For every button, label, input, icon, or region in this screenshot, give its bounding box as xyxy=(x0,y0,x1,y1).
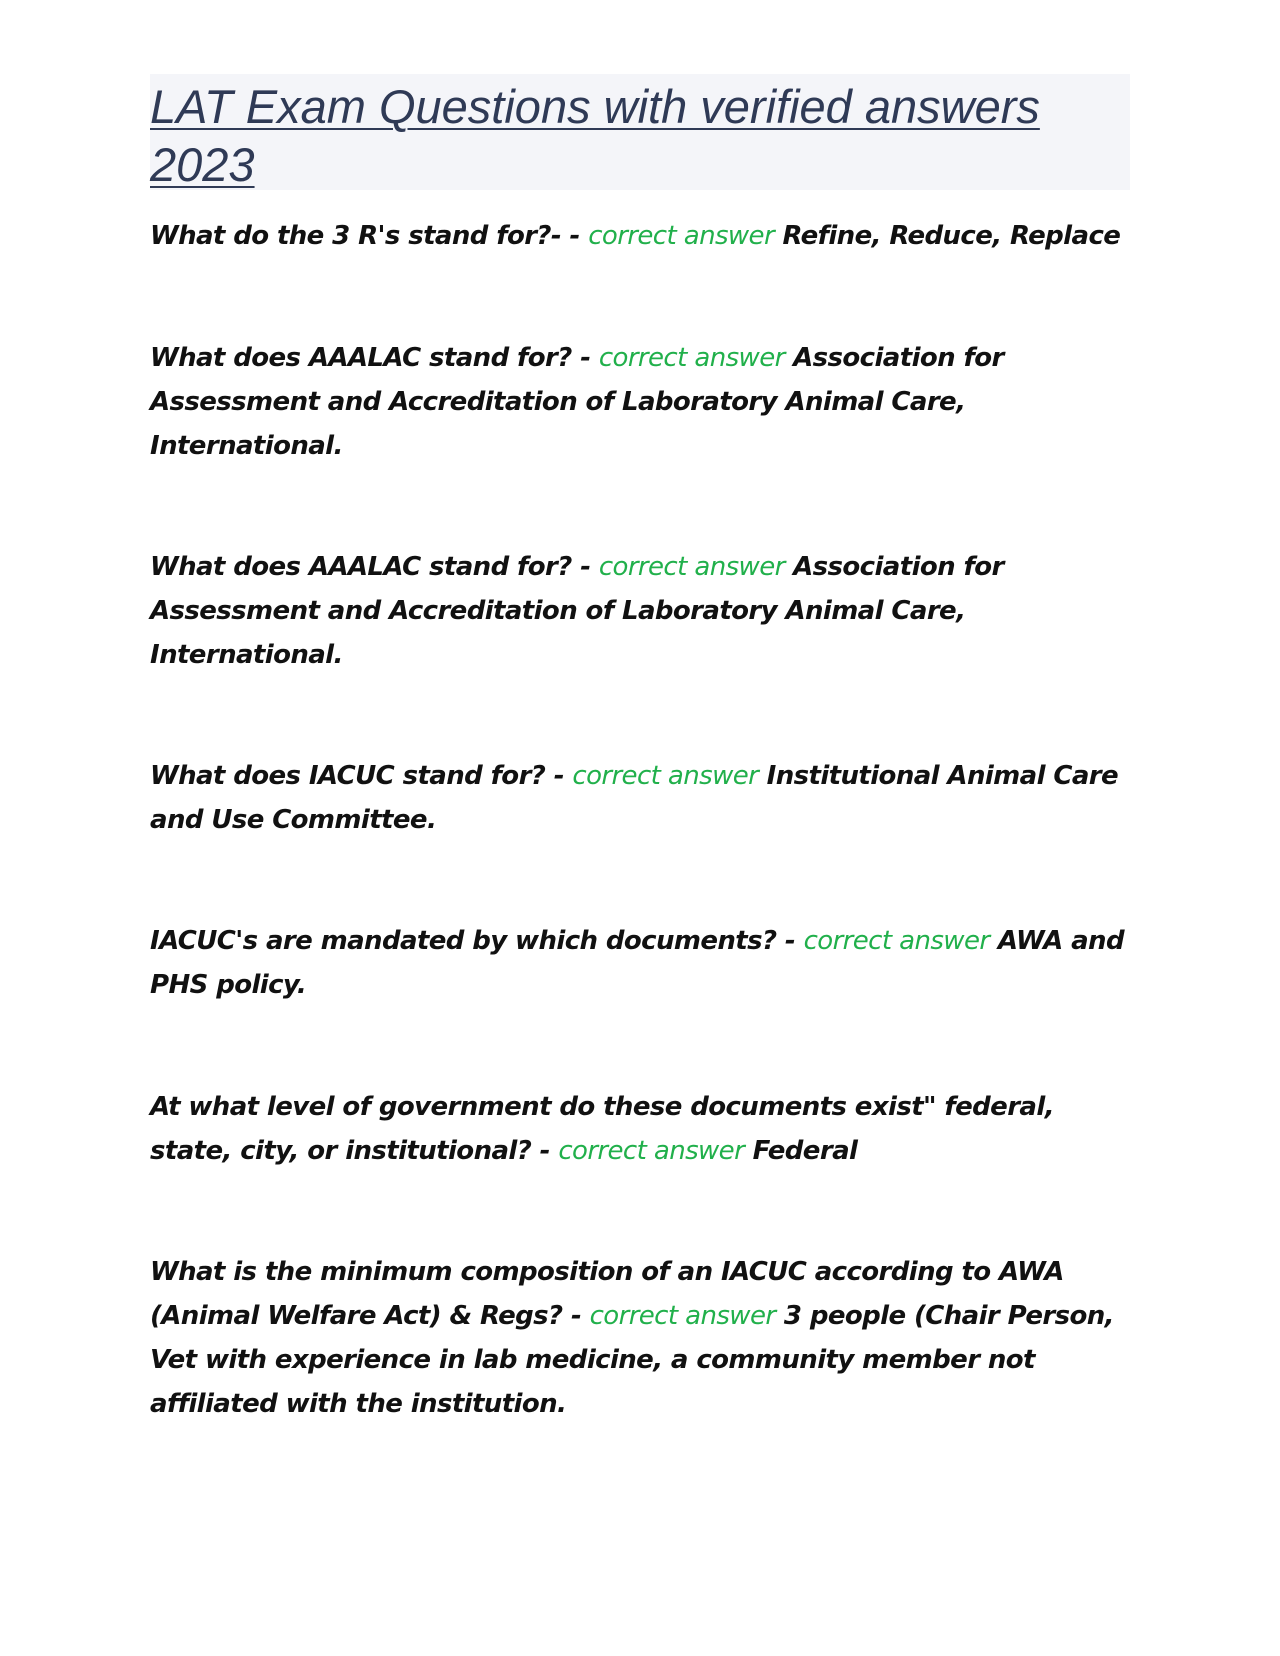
answer-label: correct answer xyxy=(598,343,785,373)
answer-label: correct answer xyxy=(598,552,785,582)
answer-text: AWA and PHS policy. xyxy=(150,926,1124,1000)
question-text: What does AAALAC stand for? - xyxy=(150,343,591,373)
answer-label: correct answer xyxy=(803,926,990,956)
question-text: At what level of government do these documents exist" federal, state, city, or institutional? - xyxy=(150,1092,1054,1166)
answer-label: correct answer xyxy=(589,1301,776,1331)
answer-label: correct answer xyxy=(588,221,775,251)
answer-text: 3 people (Chair Person, Vet with experience in lab medicine, a community member not affiliated with the institution. xyxy=(150,1301,1114,1419)
qa-item xyxy=(150,754,1140,842)
qa-item xyxy=(150,336,1140,468)
answer-text: Institutional Animal Care and Use Committee. xyxy=(150,761,1119,835)
question-text: What does IACUC stand for? - xyxy=(150,761,564,791)
question-text: What do the 3 R's stand for?- - xyxy=(150,221,580,251)
question-text: What is the minimum composition of an IACUC according to AWA (Animal Welfare Act) & Regs? - xyxy=(150,1257,1064,1331)
answer-text: Association for Assessment and Accreditation of Laboratory Animal Care, International. xyxy=(150,552,1004,670)
answer-label: correct answer xyxy=(572,761,759,791)
question-text: IACUC's are mandated by which documents? - xyxy=(150,926,796,956)
answer-text: Association for Assessment and Accreditation of Laboratory Animal Care, International. xyxy=(150,343,1004,461)
answer-text: Federal xyxy=(752,1136,858,1166)
qa-item xyxy=(150,214,1140,258)
question-text: What does AAALAC stand for? - xyxy=(150,552,591,582)
qa-item xyxy=(150,919,1140,1007)
qa-item xyxy=(150,1250,1140,1426)
answer-label: correct answer xyxy=(558,1136,745,1166)
qa-item xyxy=(150,545,1140,677)
qa-item xyxy=(150,1085,1140,1173)
document-title: LAT Exam Questions with verified answers 2023 xyxy=(150,80,1040,191)
answer-text: Refine, Reduce, Replace xyxy=(782,221,1121,251)
